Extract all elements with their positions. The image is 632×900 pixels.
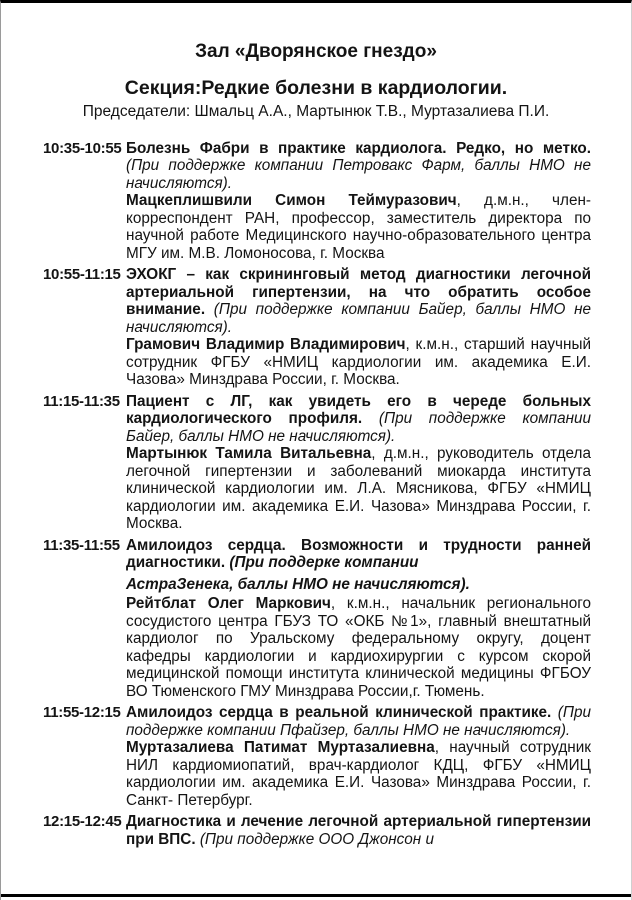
chairs-line: Председатели: Шмальц А.А., Мартынюк Т.В., Муртазалиева П.И. [82, 102, 550, 120]
session-title: Болезнь Фабри в практике кардиолога. Редко, но метко. [126, 139, 591, 157]
session-title-line [126, 266, 591, 336]
agenda-item [43, 266, 591, 389]
speaker-affiliation: , научный сотрудник НИЛ кардиомиопатий, врач-кардиолог КДЦ, ФГБУ «НМИЦ кардиологии им. академика Е.И. Чазова» Минздрава России, г. Санкт- Петербург. [126, 739, 591, 809]
sponsor-note: (При поддержке ООО Джонсон и [199, 830, 434, 848]
sponsor-note: (При поддержке компании Петровакс Фарм, баллы НМО не начисляются). [126, 157, 591, 192]
hall-title: Зал «Дворянское гнездо» [195, 41, 437, 62]
section-title: Секция:Редкие болезни в кардиологии. [124, 77, 508, 100]
agenda-item [43, 393, 591, 533]
session-title: Амилоидоз сердца в реальной клинической практике. [126, 704, 552, 722]
speaker-affiliation: , д.м.н., руководитель отдела легочной гипертензии и заболеваний миокарда института клинической кардиологии им. Л.А. Мясникова, ФГБУ «НМИЦ кардиологии им. академика Е.И. Чазова» Минздрава России, г. Москва. [126, 445, 591, 533]
speaker-line [126, 192, 591, 262]
session-body [126, 393, 591, 533]
agenda-item [43, 537, 591, 701]
page-bottom-border [1, 894, 631, 897]
speaker-line [126, 445, 591, 533]
speaker-name: Мацкеплишвили Симон Теймуразович [126, 192, 457, 210]
session-title: Пациент с ЛГ, как увидеть его в череде больных кардиологического профиля. [126, 392, 591, 428]
session-body [126, 813, 591, 848]
sponsor-note: (При поддерке компании [229, 554, 419, 572]
sponsor-note: (При поддержке компании Пфайзер, баллы НМО не начисляются). [126, 704, 591, 739]
session-title-line [126, 140, 591, 193]
speaker-name: Муртазалиева Патимат Муртазалиевна [126, 739, 435, 757]
agenda-item [43, 704, 591, 809]
sponsor-note-continued: АстраЗенека, баллы НМО не начисляются). [126, 575, 470, 593]
session-time: 11:55-12:15 [43, 704, 121, 722]
agenda-list [43, 140, 591, 849]
speaker-affiliation: , к.м.н., начальник регионального сосудистого центра ГБУЗ ТО «ОКБ №1», главный внештатный кардиолог по Уральскому федеральному округу, доцент кафедры кардиологии и кардиохирургии с курсом скорой медицинской помощи института клинической медицины ФГБОУ ВО Тюменского ГМУ Минздрава России,г. Тюмень. [126, 595, 591, 700]
session-title-line [126, 393, 591, 446]
sponsor-note: (При поддержке компании Байер, баллы НМО не начисляются). [126, 301, 591, 336]
session-title-line [126, 813, 591, 848]
session-body [126, 140, 591, 263]
speaker-affiliation: , к.м.н., старший научный сотрудник ФГБУ «НМИЦ кардиологии им. академика Е.И. Чазова» Минздрава России, г. Москва. [126, 336, 591, 389]
agenda-item [43, 140, 591, 263]
session-body [126, 537, 591, 701]
session-time: 12:15-12:45 [43, 813, 122, 831]
speaker-name: Рейтблат Олег Маркович [126, 595, 331, 613]
session-time: 10:35-10:55 [43, 139, 122, 157]
sponsor-note: (При поддержке компании Байер, баллы НМО не начисляются). [126, 410, 592, 445]
agenda-item [43, 813, 591, 848]
speaker-affiliation: , д.м.н., член-корреспондент РАН, профессор, заместитель директора по научной работе Медицинского научно-образовательного центра МГУ им. М.В. Ломоносова, г. Москва [126, 192, 591, 262]
session-title: ЭХОКГ – как скрининговый метод диагностики легочной артериальной гипертензии, на что обратить особое внимание. [126, 266, 591, 319]
session-body [126, 266, 591, 389]
speaker-line [126, 336, 591, 389]
session-body [126, 704, 591, 809]
session-time: 11:35-11:55 [43, 536, 120, 554]
page-header [1, 40, 631, 122]
session-time: 10:55-11:15 [43, 266, 121, 284]
session-title-line [126, 704, 591, 739]
speaker-name: Грамович Владимир Владимирович [126, 336, 406, 354]
session-title: Диагностика и лечение легочной артериальной гипертензии при ВПС. [126, 813, 591, 848]
speaker-line [126, 739, 591, 809]
speaker-name: Мартынюк Тамила Витальевна [126, 445, 372, 463]
session-title-line [126, 537, 591, 572]
session-title: Амилоидоз сердца. Возможности и трудности ранней диагностики. [126, 536, 591, 572]
session-time: 11:15-11:35 [43, 392, 120, 410]
speaker-line [126, 595, 591, 700]
